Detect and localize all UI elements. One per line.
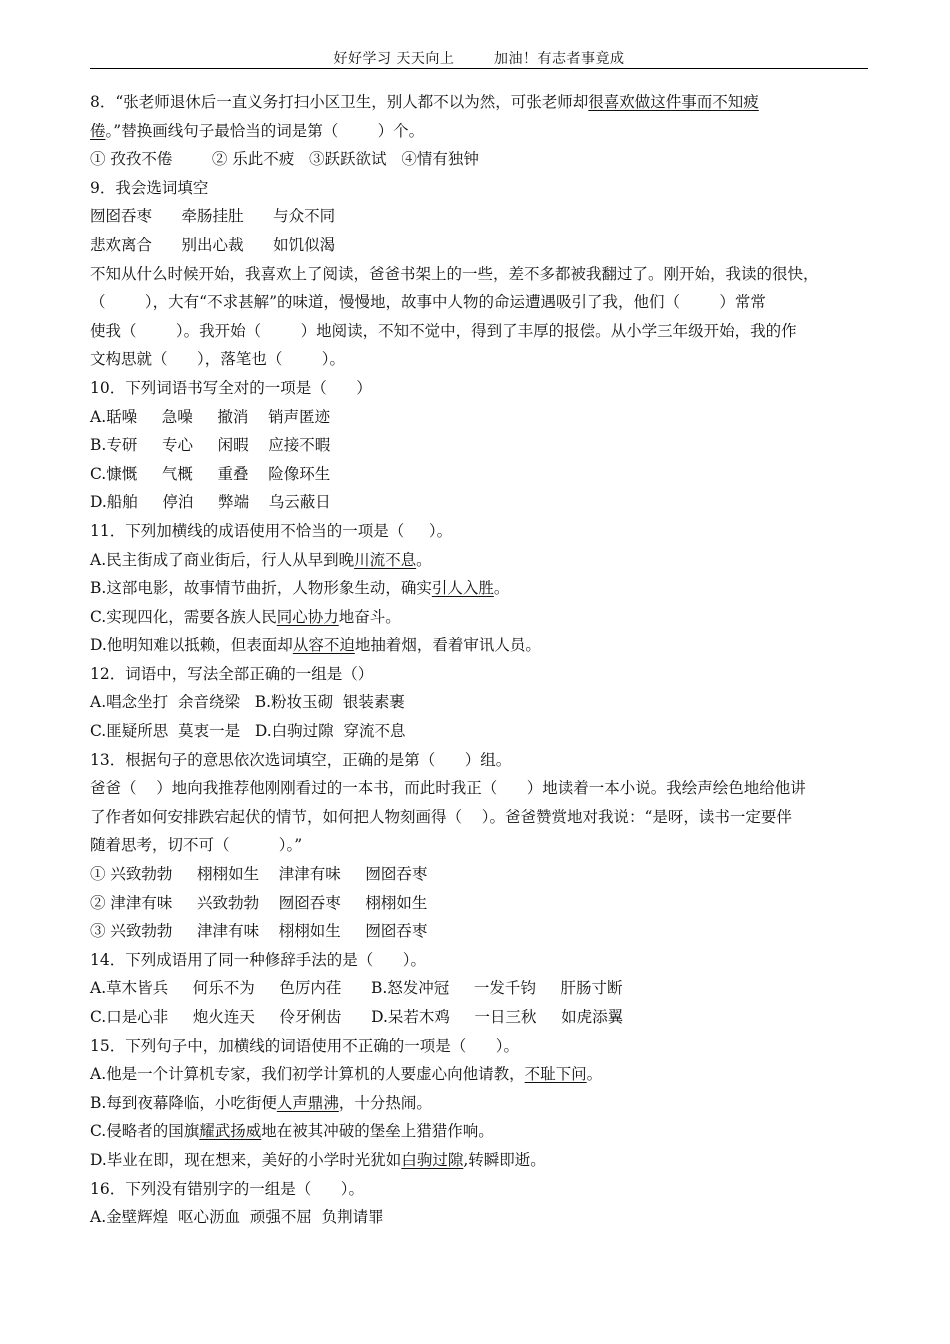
text-segment: C.慷慨 气概 重叠 险像环生	[90, 464, 331, 483]
text-line	[90, 889, 868, 918]
text-segment: A.他是一个计算机专家，我们初学计算机的人要虚心向他请教，	[90, 1065, 525, 1084]
text-segment: A.金壁辉煌 呕心沥血 顽强不屈 负荆请罪	[90, 1208, 384, 1227]
text-segment: ① 孜孜不倦 ② 乐此不疲 ③跃跃欲试 ④情有独钟	[90, 150, 479, 169]
text-line	[90, 1032, 868, 1061]
exercise-content	[90, 88, 868, 1232]
text-segment: 8．“张老师退休后一直义务打扫小区卫生，别人都不以为然，可张老师却	[90, 93, 589, 111]
text-segment: 了作者如何安排跌宕起伏的情节，如何把人物刻画得（ ）。爸爸赞赏地对我说：“是呀，读书一定要伴	[90, 807, 792, 826]
text-segment: 16．下列没有错别字的一组是（ ）。	[90, 1179, 365, 1198]
text-line	[90, 145, 868, 174]
text-line	[90, 831, 868, 860]
text-segment: 不知从什么时候开始，我喜欢上了阅读，爸爸书架上的一些，差不多都被我翻过了。刚开始，我读的很快，	[90, 264, 819, 283]
text-line	[90, 1089, 868, 1118]
text-segment: 囫囵吞枣 牵肠挂肚 与众不同	[90, 207, 336, 226]
text-line	[90, 688, 868, 717]
text-segment: 11．下列加横线的成语使用不恰当的一项是（ ）。	[90, 521, 453, 540]
text-segment: 。”替换画线句子最恰当的词是第（ ）个。	[105, 121, 425, 140]
text-line	[90, 660, 868, 689]
text-line	[90, 1003, 868, 1032]
text-segment: （ ），大有“不求甚解”的味道，慢慢地，故事中人物的命运遭遇吸引了我，他们（ ）常常	[90, 293, 766, 312]
text-segment: 文构思就（ ），落笔也（ ）。	[90, 350, 345, 369]
text-segment: 。	[416, 550, 432, 569]
text-segment: 地奋斗。	[338, 607, 401, 626]
text-line	[90, 260, 868, 289]
text-segment: C.匪疑所思 莫衷一是 D.白驹过隙 穿流不息	[90, 722, 406, 741]
text-line	[90, 488, 868, 517]
text-segment: C.实现四化，需要各族人民	[90, 607, 277, 626]
text-segment: 9．我会选词填空	[90, 178, 209, 197]
underlined-phrase: 不耻下问	[524, 1065, 587, 1084]
page-header	[90, 48, 868, 68]
text-line	[90, 860, 868, 889]
text-line	[90, 546, 868, 575]
text-line	[90, 117, 868, 146]
text-segment: B.这部电影，故事情节曲折，人物形象生动，确实	[90, 579, 432, 598]
text-segment: A.聒噪 急噪 撤消 销声匿迹	[90, 407, 331, 426]
text-segment: A.民主街成了商业街后，行人从早到晚	[90, 550, 355, 569]
text-line	[90, 460, 868, 489]
text-line	[90, 288, 868, 317]
underlined-phrase: 很喜欢做这件事而不知疲	[588, 93, 759, 111]
text-segment: 。	[586, 1065, 603, 1084]
underlined-phrase: 耀武扬威	[199, 1122, 262, 1141]
underlined-phrase: 引人入胜	[431, 579, 494, 598]
text-line	[90, 603, 868, 632]
text-segment: C.侵略者的国旗	[90, 1122, 200, 1141]
text-segment: ① 兴致勃勃 栩栩如生 津津有味 囫囵吞枣	[90, 865, 428, 884]
text-line	[90, 917, 868, 946]
text-segment: 14．下列成语用了同一种修辞手法的是（ ）。	[90, 950, 427, 969]
text-line	[90, 1175, 868, 1204]
text-line	[90, 317, 868, 346]
underlined-phrase: 同心协力	[276, 607, 339, 626]
text-line	[90, 403, 868, 432]
underlined-phrase: 川流不息	[354, 550, 417, 569]
text-segment: D.毕业在即，现在想来，美好的小学时光犹如	[90, 1150, 402, 1169]
text-line	[90, 746, 868, 775]
text-segment: C.口是心非 炮火连天 伶牙俐齿 D.呆若木鸡 一日三秋 如虎添翼	[90, 1008, 624, 1026]
text-segment: D.船舶 停泊 弊端 乌云蔽日	[90, 493, 331, 512]
text-line	[90, 88, 868, 117]
text-line	[90, 631, 868, 660]
text-segment: A.草木皆兵 何乐不为 色厉内荏 B.怒发冲冠 一发千钧 肝肠寸断	[90, 979, 623, 998]
text-line	[90, 1060, 868, 1089]
text-line	[90, 717, 868, 746]
text-segment: ,转瞬即逝。	[463, 1150, 546, 1169]
text-segment: 12．词语中，写法全部正确的一组是（）	[90, 664, 374, 683]
text-segment: 爸爸（ ）地向我推荐他刚刚看过的一本书，而此时我正（ ）地读着一本小说。我绘声绘色地给他讲	[90, 779, 806, 798]
text-segment: 10．下列词语书写全对的一项是（ ）	[90, 378, 372, 397]
text-line	[90, 774, 868, 803]
text-line	[90, 231, 868, 260]
text-segment: B.每到夜幕降临，小吃街便	[90, 1093, 277, 1112]
text-line	[90, 431, 868, 460]
text-line	[90, 1203, 868, 1232]
text-segment: 使我（ ）。我开始（ ）地阅读，不知不觉中，得到了丰厚的报偿。从小学三年级开始，我的作	[90, 321, 797, 340]
text-line	[90, 517, 868, 546]
underlined-phrase: 人声鼎沸	[276, 1093, 339, 1112]
text-segment: 地在被其冲破的堡垒上猎猎作响。	[261, 1122, 494, 1141]
text-segment: 随着思考，切不可（ ）。”	[90, 836, 303, 855]
text-line	[90, 946, 868, 975]
text-segment: 15．下列句子中，加横线的词语使用不正确的一项是（ ）。	[90, 1036, 520, 1055]
text-segment: ，十分热闹。	[338, 1093, 432, 1112]
underlined-phrase: 倦	[90, 121, 106, 140]
underlined-phrase: 白驹过隙	[401, 1150, 464, 1169]
text-segment: ② 津津有味 兴致勃勃 囫囵吞枣 栩栩如生	[90, 893, 428, 912]
text-segment: A.唱念坐打 余音绕梁 B.粉妆玉砌 银装素裹	[90, 693, 405, 712]
text-segment: ③ 兴致勃勃 津津有味 栩栩如生 囫囵吞枣	[90, 922, 428, 941]
text-segment: B.专研 专心 闲暇 应接不暇	[90, 436, 331, 455]
text-line	[90, 1146, 868, 1175]
text-segment: 地抽着烟，看着审讯人员。	[354, 636, 541, 655]
text-line	[90, 803, 868, 832]
header-left-motto: 好好学习 天天向上	[333, 51, 455, 67]
text-segment: 。	[493, 579, 510, 598]
text-line	[90, 202, 868, 231]
header-rule	[90, 68, 868, 69]
header-right-motto: 加油！有志者事竟成	[494, 51, 625, 67]
text-line	[90, 974, 868, 1003]
text-segment: D.他明知难以抵赖，但表面却	[90, 636, 293, 655]
text-segment: 悲欢离合 别出心裁 如饥似渴	[90, 235, 336, 254]
text-line	[90, 345, 868, 374]
underlined-phrase: 从容不迫	[292, 636, 355, 655]
text-segment: 13．根据句子的意思依次选词填空，正确的是第（ ）组。	[90, 750, 512, 769]
text-line	[90, 174, 868, 203]
text-line	[90, 574, 868, 603]
text-line	[90, 1117, 868, 1146]
text-line	[90, 374, 868, 403]
